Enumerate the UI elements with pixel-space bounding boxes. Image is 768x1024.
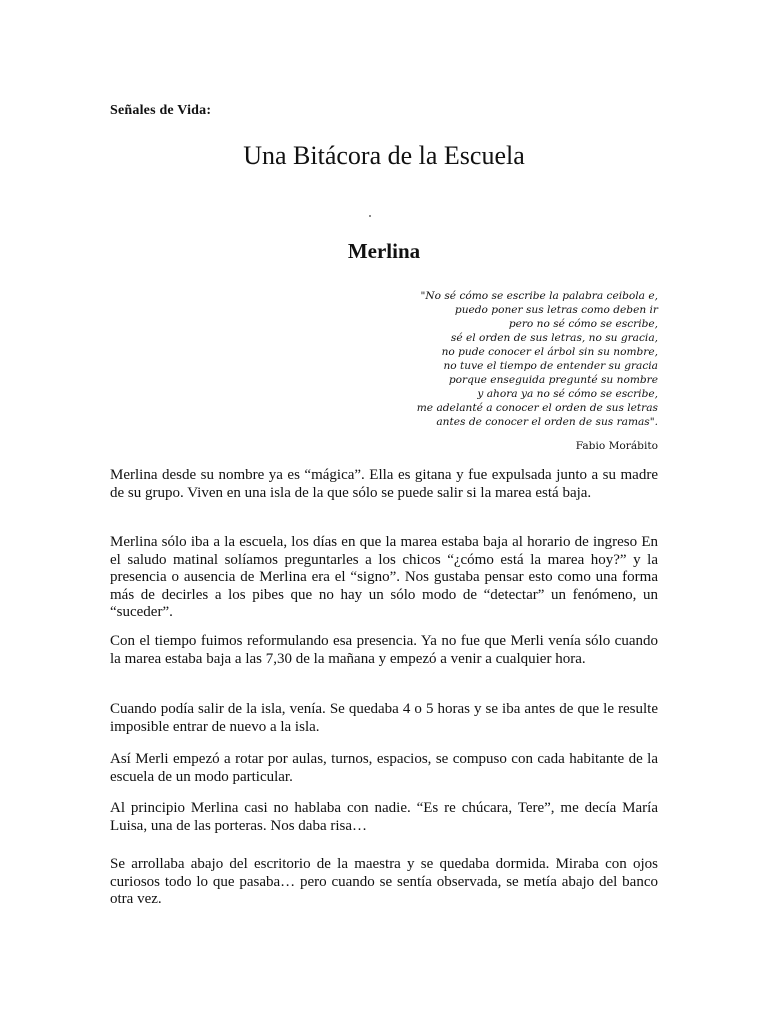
page-title: Una Bitácora de la Escuela	[243, 141, 525, 170]
epigraph-author: Fabio Morábito	[575, 440, 658, 452]
epigraph-line: y ahora ya no sé cómo se escribe,	[477, 388, 658, 400]
epigraph-line: puedo poner sus letras como deben ir	[454, 304, 658, 316]
epigraph	[417, 289, 658, 429]
body-paragraph: Cuando podía salir de la isla, venía. Se quedaba 4 o 5 horas y se iba antes de que le resulte imposible entrar de nuevo a la isla.	[110, 701, 658, 735]
body-paragraph: Merlina sólo iba a la escuela, los días en que la marea estaba baja al horario de ingreso En el saludo matinal solíamos preguntarles a los chicos “¿cómo está la marea hoy?” y la presencia o ausencia de Merlina era el “signo”. Nos gustaba pensar esto como una forma más de decirles a los pibes que no hay un sólo modo de “detectar” un fenómeno, un “suceder”.	[110, 534, 658, 620]
body-paragraph: Así Merli empezó a rotar por aulas, turnos, espacios, se compuso con cada habitante de la escuela de un modo particular.	[110, 751, 658, 785]
section-title: Merlina	[347, 239, 421, 263]
epigraph-line: sé el orden de sus letras, no su gracia,	[450, 332, 658, 344]
separator-dot	[369, 215, 371, 217]
epigraph-line: pero no sé cómo se escribe,	[508, 318, 658, 330]
epigraph-line: porque enseguida pregunté su nombre	[448, 374, 658, 386]
series-label: Señales de Vida:	[110, 103, 212, 118]
body-paragraph: Merlina desde su nombre ya es “mágica”. Ella es gitana y fue expulsada junto a su madre de su grupo. Viven en una isla de la que sólo se puede salir si la marea está baja.	[110, 467, 658, 501]
body-paragraph: Se arrollaba abajo del escritorio de la maestra y se quedaba dormida. Miraba con ojos curiosos todo lo que pasaba… pero cuando se sentía observada, se metía abajo del banco otra vez.	[110, 856, 658, 907]
body-paragraph: Con el tiempo fuimos reformulando esa presencia. Ya no fue que Merli venía sólo cuando la marea estaba baja a las 7,30 de la mañana y empezó a venir a cualquier hora.	[110, 633, 658, 667]
body-paragraph: Al principio Merlina casi no hablaba con nadie. “Es re chúcara, Tere”, me decía María Luisa, una de las porteras. Nos daba risa…	[110, 800, 658, 834]
epigraph-line: no pude conocer el árbol sin su nombre,	[441, 346, 658, 358]
epigraph-line: no tuve el tiempo de entender su gracia	[443, 360, 658, 372]
epigraph-line: antes de conocer el orden de sus ramas".	[436, 416, 658, 428]
epigraph-line: "No sé cómo se escribe la palabra ceibola e,	[420, 290, 658, 302]
epigraph-line: me adelanté a conocer el orden de sus letras	[416, 402, 658, 414]
